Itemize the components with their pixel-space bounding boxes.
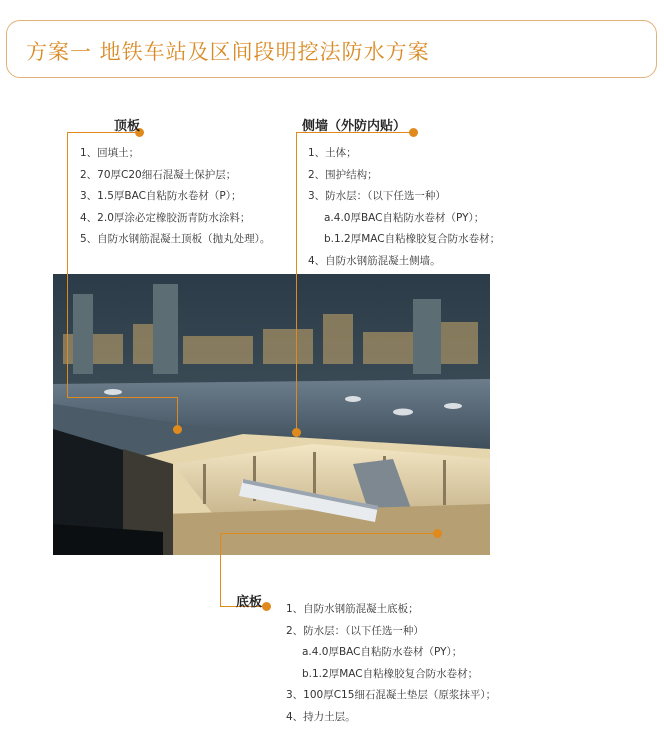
list-item: 3、100厚C15细石混凝土垫层（原浆抹平）； [286, 689, 497, 701]
bottom-slab-leader-vertical [220, 533, 221, 606]
side-wall-marker [409, 128, 418, 137]
list-item: 4、持力土层。 [286, 710, 356, 723]
list-item: 4、自防水钢筋混凝土侧墙。 [308, 254, 441, 267]
list-item: 1、土体； [308, 147, 357, 159]
list-item: 2、围护结构； [308, 168, 378, 181]
top-slab-leader-vertical [67, 132, 68, 397]
list-item: b.1.2厚MAC自粘橡胶复合防水卷材； [324, 233, 501, 245]
side-wall-list [308, 143, 500, 272]
list-item: 3、防水层：（以下任选一种） [308, 190, 446, 202]
list-item: 3、1.5厚BAC自粘防水卷材（P）； [80, 190, 242, 202]
page-title: 方案一 地铁车站及区间段明挖法防水方案 [26, 40, 430, 64]
bottom-slab-title: 底板 [236, 595, 263, 610]
list-item: 4、2.0厚涂必定橡胶沥青防水涂料； [80, 211, 251, 224]
list-item: 2、防水层：（以下任选一种） [286, 624, 424, 637]
list-item: b.1.2厚MAC自粘橡胶复合防水卷材； [302, 667, 479, 680]
list-item: a.4.0厚BAC自粘防水卷材（PY）； [302, 646, 463, 658]
bottom-slab-marker [262, 602, 271, 611]
side-wall-title: 侧墙（外防内贴） [302, 119, 407, 134]
top-slab-target-marker [173, 425, 182, 434]
top-slab-title: 顶板 [114, 119, 141, 134]
side-wall-leader-vertical [296, 132, 297, 432]
list-item: 5、自防水钢筋混凝土顶板（抛丸处理）。 [80, 233, 271, 245]
list-item: 2、70厚C20细石混凝土保护层； [80, 168, 237, 181]
list-item: 1、回填土； [80, 147, 140, 159]
bottom-slab-leader-horizontal [220, 533, 440, 534]
list-item: a.4.0厚BAC自粘防水卷材（PY）； [324, 211, 485, 224]
top-slab-leader-horizontal-bottom [67, 397, 177, 398]
top-slab-list [80, 143, 270, 251]
list-item: 1、自防水钢筋混凝土底板； [286, 603, 419, 615]
side-wall-target-marker [292, 428, 301, 437]
bottom-slab-list [286, 599, 496, 728]
bottom-slab-target-marker [433, 529, 442, 538]
station-illustration [53, 274, 490, 555]
